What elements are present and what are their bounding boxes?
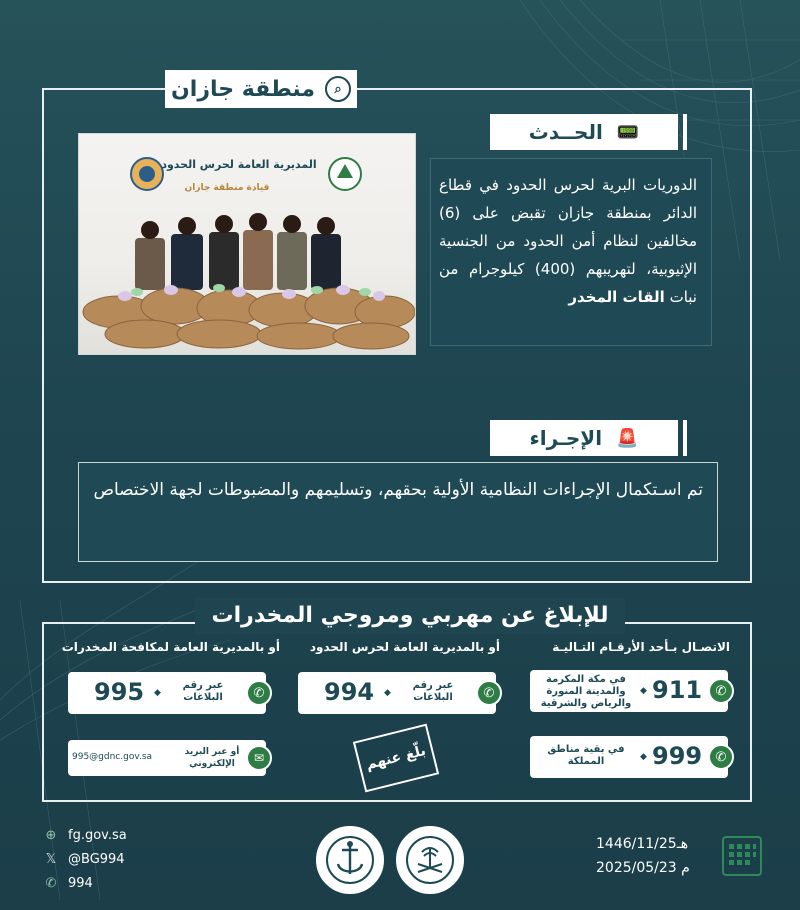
event-description	[430, 158, 712, 346]
arrow-icon: ◆	[640, 752, 647, 762]
photo-banner-title: المديرية العامة لحرس الحدود	[161, 158, 317, 171]
region-title-text: منطقة جازان	[171, 76, 315, 102]
region-title	[165, 70, 357, 108]
report-994-label: عبر رقم البلاغات	[412, 680, 454, 703]
ministry-emblem	[396, 826, 464, 894]
seizure-photo-illustration	[79, 134, 416, 355]
report-995-card	[68, 672, 266, 714]
report-999-number[interactable]: 999	[652, 742, 703, 770]
phone-icon: ✆	[708, 744, 734, 770]
globe-icon: ⊕	[45, 827, 57, 843]
report-email-label: أو عبر البريد الإلكتروني	[184, 747, 240, 769]
seizure-photo	[78, 133, 416, 355]
report-email-address[interactable]: 995@gdnc.gov.sa	[72, 752, 153, 762]
report-email-card	[68, 740, 266, 776]
magnifier-map-icon: ⌕	[325, 76, 351, 102]
footer-handle-text: @BG994	[68, 851, 125, 867]
report-slogan-text: بلّغ عنهم	[364, 742, 428, 774]
x-logo-icon: 𝕏	[45, 851, 57, 867]
footer-handle[interactable]	[42, 850, 125, 868]
walkie-talkie-icon: 📟	[616, 121, 640, 143]
calendar-icon	[722, 836, 762, 876]
arrow-icon: ◆	[640, 686, 647, 696]
arrow-icon: ◆	[384, 688, 391, 698]
phone-icon: ✆	[45, 875, 57, 891]
report-999-label: في بقية مناطق المملكة	[547, 744, 625, 767]
action-tag-bar	[683, 420, 687, 456]
report-911-number[interactable]: 911	[652, 676, 703, 704]
event-tag-text: الحــدث	[528, 120, 603, 144]
event-text-bold: القات المخدر	[568, 288, 665, 306]
palm-swords-emblem-icon	[404, 834, 456, 886]
phone-icon: ✆	[708, 678, 734, 704]
mail-icon: ✉	[246, 745, 272, 771]
action-description	[78, 462, 718, 562]
action-text: تم اسـتكمال الإجراءات النظامية الأولية بحقهم، وتسليمهم والمضبوطات لجهة الاختصاص	[93, 480, 703, 500]
border-guard-emblem	[316, 826, 384, 894]
report-995-label: عبر رقم البلاغات	[182, 680, 224, 703]
gregorian-date: 2025/05/23 م	[596, 860, 690, 876]
action-tag	[490, 420, 678, 456]
report-col-right-heading: الاتصـال بـأحد الأرقـام التـاليـة	[552, 640, 730, 654]
report-col-left-heading: أو بالمديرية العامة لمكافحة المخدرات	[61, 640, 280, 654]
event-tag	[490, 114, 678, 150]
footer-website-text: fg.gov.sa	[68, 827, 127, 843]
report-col-middle-heading: أو بالمديرية العامة لحرس الحدود	[309, 640, 500, 654]
report-999-card	[530, 736, 728, 778]
report-995-number[interactable]: 995	[94, 678, 145, 706]
hijri-date: 1446/11/25هـ	[596, 836, 689, 852]
action-tag-text: الإجـراء	[529, 426, 603, 450]
report-994-number[interactable]: 994	[324, 678, 375, 706]
event-tag-bar	[683, 114, 687, 150]
report-994-card	[298, 672, 496, 714]
siren-icon: 🚨	[616, 427, 639, 449]
footer-phone[interactable]	[42, 874, 93, 892]
report-911-card	[530, 670, 728, 712]
report-title: للإبلاغ عن مهربي ومروجي المخدرات	[195, 598, 625, 634]
footer-phone-text: 994	[68, 875, 93, 891]
report-911-label: في مكة المكرمة والمدينة المنورة والرياض والشرقية	[540, 674, 632, 709]
anchor-emblem-icon	[324, 834, 376, 886]
phone-icon: ✆	[476, 680, 502, 706]
footer-website[interactable]	[42, 826, 127, 844]
arrow-icon: ◆	[154, 688, 161, 698]
phone-icon: ✆	[246, 680, 272, 706]
photo-banner-subtitle: قيادة منطقة جازان	[184, 183, 270, 193]
event-text-main: الدوريات البرية لحرس الحدود في قطاع الدائر بمنطقة جازان تقبض على (6) مخالفين لنظام أمن الحدود من الجنسية الإثيوبية، لتهريبهم (400) كيلوجرام من نبات	[439, 176, 697, 306]
